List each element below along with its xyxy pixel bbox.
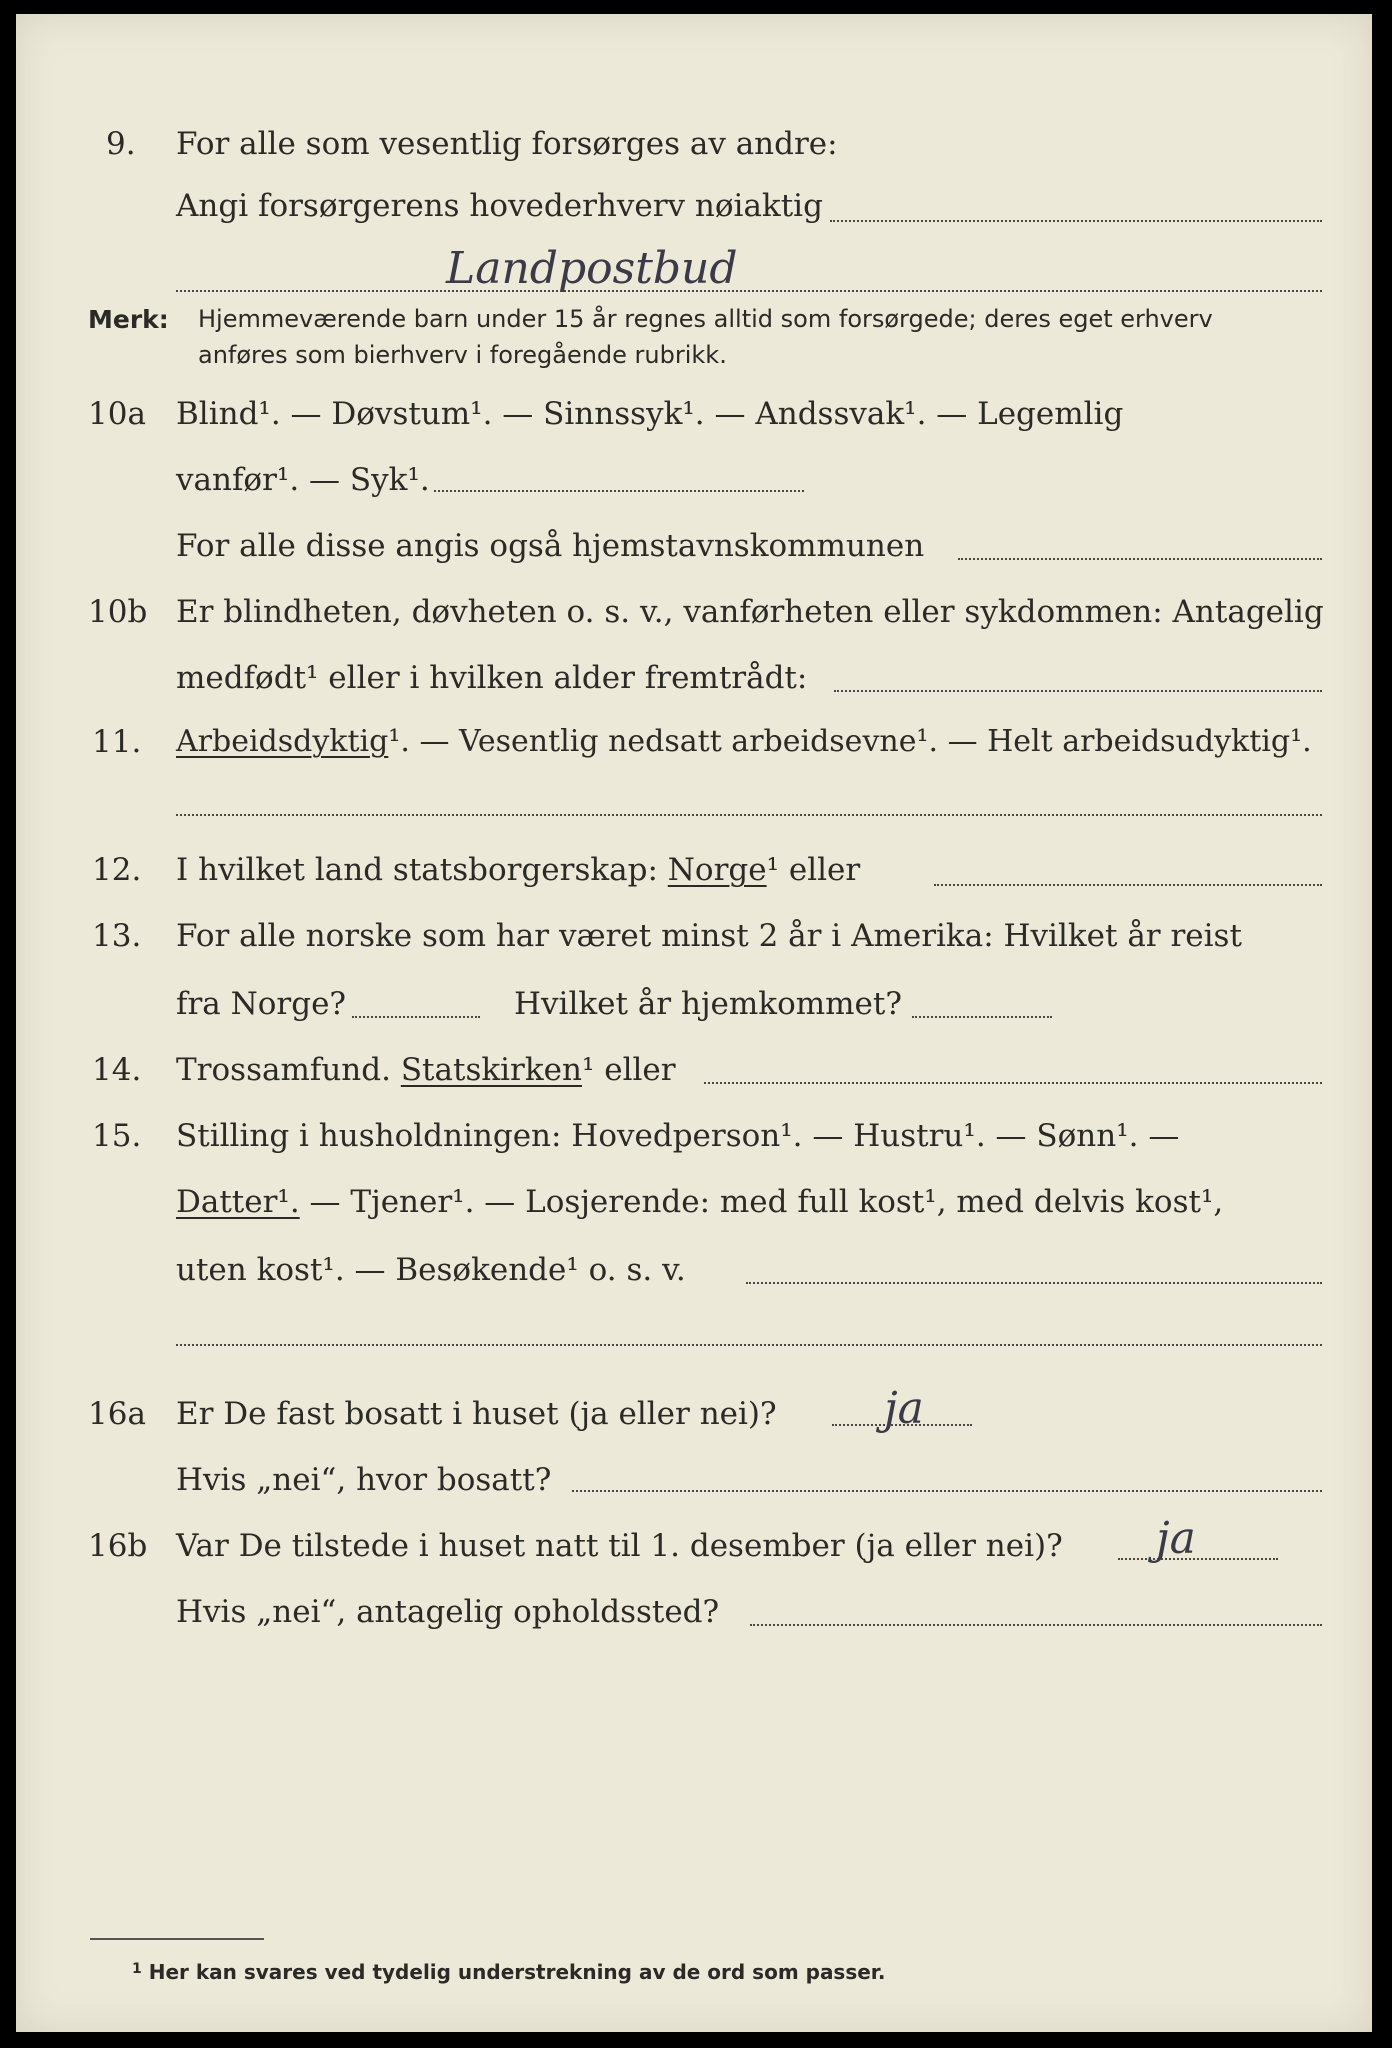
q16a-line2: Hvis „nei“, hvor bosatt? bbox=[176, 1462, 552, 1498]
q16b-line1: Var De tilstede i huset natt til 1. desember (ja eller nei)? bbox=[176, 1528, 1063, 1564]
q16a-line1: Er De fast bosatt i huset (ja eller nei)? bbox=[176, 1396, 777, 1432]
q10a-line3: For alle disse angis også hjemstavnskommunen bbox=[176, 528, 925, 564]
q12-option-norge[interactable]: Norge bbox=[667, 852, 767, 888]
answer-line bbox=[352, 1016, 480, 1018]
q16b-handwritten-answer[interactable]: ja bbox=[1156, 1513, 1196, 1564]
q11-rest: ¹. — Vesentlig nedsatt arbeidsevne¹. — Helt arbeidsudyktig¹. bbox=[388, 724, 1312, 759]
answer-line bbox=[830, 220, 1322, 222]
answer-line bbox=[934, 884, 1322, 886]
answer-line bbox=[176, 814, 1322, 816]
item-number-10a: 10a bbox=[88, 396, 146, 432]
q10a-line2: vanfør¹. — Syk¹. bbox=[176, 462, 430, 498]
q9-handwritten-answer[interactable]: Landpostbud bbox=[446, 243, 738, 294]
q15-line3: uten kost¹. — Besøkende¹ o. s. v. bbox=[176, 1252, 686, 1288]
answer-line bbox=[746, 1282, 1322, 1284]
footnote bbox=[132, 1960, 885, 1984]
item-number-10b: 10b bbox=[88, 594, 148, 630]
footnote-rule bbox=[90, 1938, 264, 1940]
item-number-11: 11. bbox=[92, 724, 142, 760]
q15-line2 bbox=[176, 1182, 1223, 1222]
q15-line1: Stilling i husholdningen: Hovedperson¹. — Hustru¹. — Sønn¹. — bbox=[176, 1118, 1180, 1154]
merk-line2: anføres som bierhverv i foregående rubrikk. bbox=[198, 341, 727, 369]
q14-line1 bbox=[176, 1050, 676, 1090]
item-number-13: 13. bbox=[92, 918, 142, 954]
item-number-15: 15. bbox=[92, 1118, 142, 1154]
answer-line bbox=[434, 490, 804, 492]
q14-prompt: Trossamfund. bbox=[176, 1052, 401, 1088]
q10a-line1: Blind¹. — Døvstum¹. — Sinnssyk¹. — Andssvak¹. — Legemlig bbox=[176, 396, 1124, 432]
merk-line1: Hjemmeværende barn under 15 år regnes alltid som forsørgede; deres eget erhverv bbox=[198, 305, 1213, 333]
item-number-14: 14. bbox=[92, 1052, 142, 1088]
q15-option-datter[interactable]: Datter¹. bbox=[176, 1184, 300, 1220]
item-number-9: 9. bbox=[106, 126, 136, 162]
q13-line2b: Hvilket år hjemkommet? bbox=[514, 986, 902, 1022]
q13-line1: For alle norske som har været minst 2 år i Amerika: Hvilket år reist bbox=[176, 918, 1242, 954]
answer-line bbox=[834, 690, 1322, 692]
answer-line bbox=[176, 290, 1322, 292]
q11-option-arbeidsdyktig[interactable]: Arbeidsdyktig bbox=[176, 724, 389, 759]
q12-rest: ¹ eller bbox=[766, 852, 861, 888]
q9-line2: Angi forsørgerens hovederhverv nøiaktig bbox=[176, 188, 823, 224]
q14-option-statskirken[interactable]: Statskirken bbox=[400, 1052, 582, 1088]
q16b-line2: Hvis „nei“, antagelig opholdssted? bbox=[176, 1594, 720, 1630]
census-form-sheet bbox=[16, 14, 1372, 2032]
answer-line bbox=[958, 558, 1322, 560]
answer-line bbox=[572, 1490, 1322, 1492]
q10b-line1: Er blindheten, døvheten o. s. v., vanførheten eller sykdommen: Antagelig bbox=[176, 594, 1324, 630]
item-number-12: 12. bbox=[92, 852, 142, 888]
q12-line1 bbox=[176, 850, 860, 890]
q12-prompt: I hvilket land statsborgerskap: bbox=[176, 852, 668, 888]
footnote-marker: 1 bbox=[132, 1961, 142, 1977]
item-number-16b: 16b bbox=[88, 1528, 148, 1564]
q9-line1: For alle som vesentlig forsørges av andre: bbox=[176, 126, 838, 162]
q15-line2-rest: — Tjener¹. — Losjerende: med full kost¹, med delvis kost¹, bbox=[299, 1184, 1224, 1220]
item-number-16a: 16a bbox=[88, 1396, 146, 1432]
answer-line bbox=[176, 1344, 1322, 1346]
q14-rest: ¹ eller bbox=[581, 1052, 676, 1088]
answer-line bbox=[750, 1624, 1322, 1626]
answer-line bbox=[1118, 1558, 1278, 1560]
answer-line bbox=[704, 1082, 1322, 1084]
footnote-text: Her kan svares ved tydelig understrekning av de ord som passer. bbox=[148, 1960, 886, 1984]
q10b-line2: medfødt¹ eller i hvilken alder fremtrådt: bbox=[176, 660, 808, 696]
q13-line2a: fra Norge? bbox=[176, 986, 347, 1022]
merk-label: Merk: bbox=[88, 305, 169, 334]
q16a-handwritten-answer[interactable]: ja bbox=[884, 1383, 924, 1434]
q11-line1 bbox=[176, 722, 1312, 762]
answer-line bbox=[912, 1016, 1052, 1018]
